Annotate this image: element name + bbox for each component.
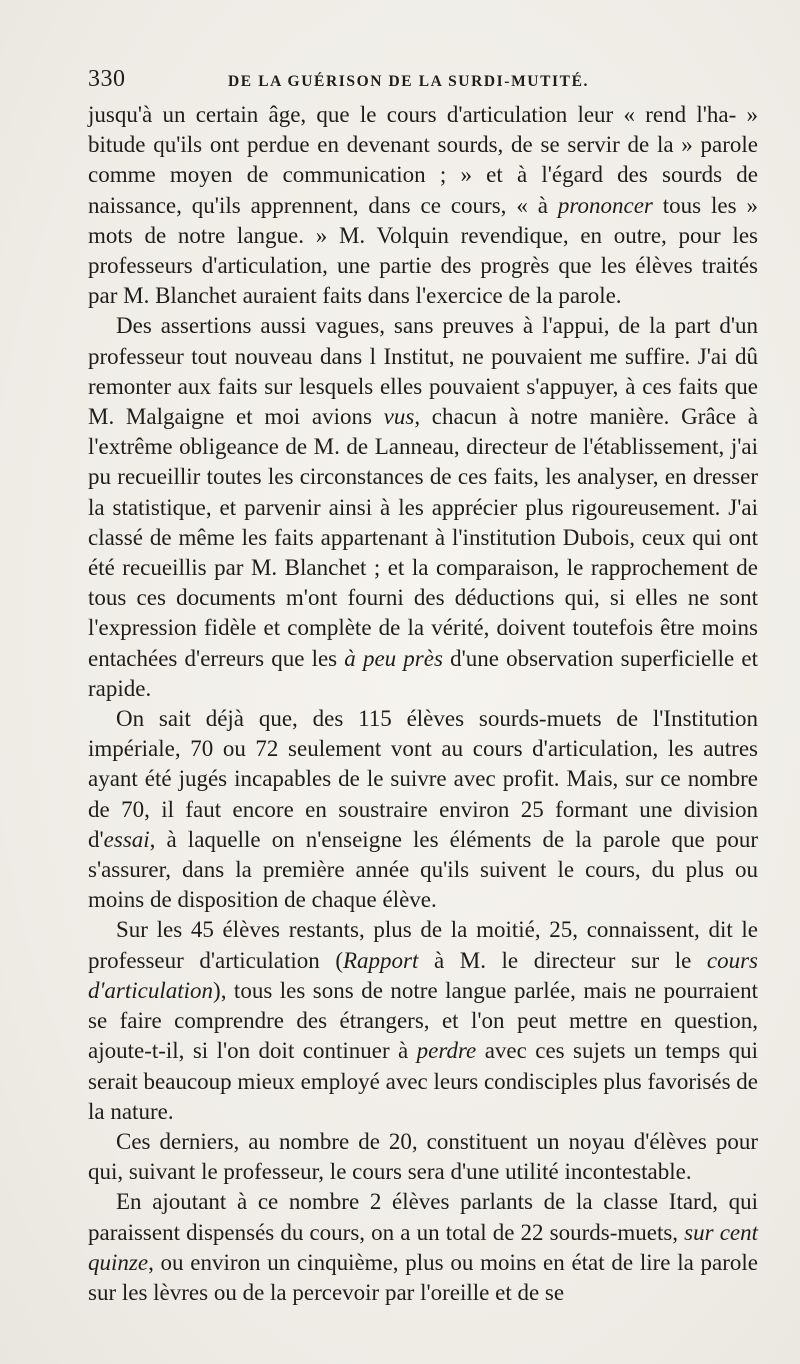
paragraph [88,1187,758,1308]
paragraph [88,1127,758,1187]
text-segment: à M. le directeur sur le [418,947,707,973]
italic-text: à peu près [344,645,443,671]
text-segment: Des assertions aussi vagues, sans preuves à l'appui, de la part d'un professeur tout nouveau dans l Institut, ne pouvaient me suffire. J'ai dû remonter aux faits sur lesquels elles pouvaient s'appuyer, à ces faits que M. Malgaigne et moi avions [88,313,758,430]
text-segment: Sur les 45 élèves restants, plus de la moitié, 25, connaissent, dit le professeur d'articulation ( [88,917,758,973]
italic-text: essai [103,826,150,852]
text-segment: On sait déjà que, des 115 élèves sourds-muets de l'Institution impériale, 70 ou 72 seulement vont au cours d'articulation, les autres ayant été jugés incapables de le suivre avec profit. Mais, sur ce nombre de 70, il faut encore en soustraire environ 25 formant une division d' [88,706,758,852]
italic-text: perdre [416,1038,477,1064]
italic-text: prononcer [557,192,653,218]
italic-text: sur cent quinze [88,1219,758,1275]
text-segment: , à laquelle on n'enseigne les éléments de la parole que pour s'assurer, dans la première année qu'ils suivent le cours, du plus ou moins de disposition de chaque élève. [88,826,758,913]
text-segment: ), tous les sons de notre langue parlée, mais ne pourraient se faire comprendre des étrangers, et l'on peut mettre en question, ajoute-t-il, si l'on doit continuer à [88,977,758,1064]
paragraph [88,100,758,311]
text-segment: jusqu'à un certain âge, que le cours d'articulation leur « rend l'ha- » bitude qu'ils ont perdue en devenant sourds, de se servir de la » parole comme moyen de communication ; » et à l'égard des sourds de naissance, qu'ils apprennent, dans ce cours, « à [88,102,758,218]
page-header [88,66,758,96]
text-segment: En ajoutant à ce nombre 2 élèves parlants de la classe Itard, qui paraissent dispensés du cours, on a un total de 22 sourds-muets, [88,1189,758,1245]
text-segment: , ou environ un cinquième, plus ou moins en état de lire la parole sur les lèvres ou de la percevoir par l'oreille et de se [88,1249,758,1305]
text-segment: d'une observation superficielle et rapide. [88,645,758,701]
text-segment: tous les » mots de notre langue. » M. Volquin revendique, en outre, pour les professeurs d'articulation, une partie des progrès que les élèves traités par M. Blanchet auraient faits dans l'exercice de la parole. [88,192,759,309]
italic-text: cours d'articulation [88,947,758,1003]
text-segment: avec ces sujets un temps qui serait beaucoup mieux employé avec leurs condisciples plus favorisés de la nature. [88,1038,758,1124]
running-head: DE LA GUÉRISON DE LA SURDI-MUTITÉ. [228,73,590,90]
paragraph [88,915,758,1126]
text-segment: Ces derniers, au nombre de 20, constituent un noyau d'élèves pour qui, suivant le professeur, le cours sera d'une utilité incontestable. [88,1128,758,1185]
paragraph [88,311,758,704]
page-number: 330 [88,66,126,92]
italic-text: vus [383,404,415,430]
italic-text: Rapport [343,947,419,973]
text-segment: , chacun à notre manière. Grâce à l'extrême obligeance de M. de Lanneau, directeur de l'établissement, j'ai pu recueillir toutes les circonstances de ces faits, les analyser, en dresser la statistique, et parvenir ainsi à les apprécier plus rigoureusement. J'ai classé de même les faits appartenant à l'institution Dubois, ceux qui ont été recueillis par M. Blanchet ; et la comparaison, le rapprochement de tous ces documents m'ont fourni des déductions qui, si elles ne sont l'expression fidèle et complète de la vérité, doivent toutefois être moins entachées d'erreurs que les [88,404,758,671]
body-text [88,100,758,1308]
paragraph [88,704,758,915]
